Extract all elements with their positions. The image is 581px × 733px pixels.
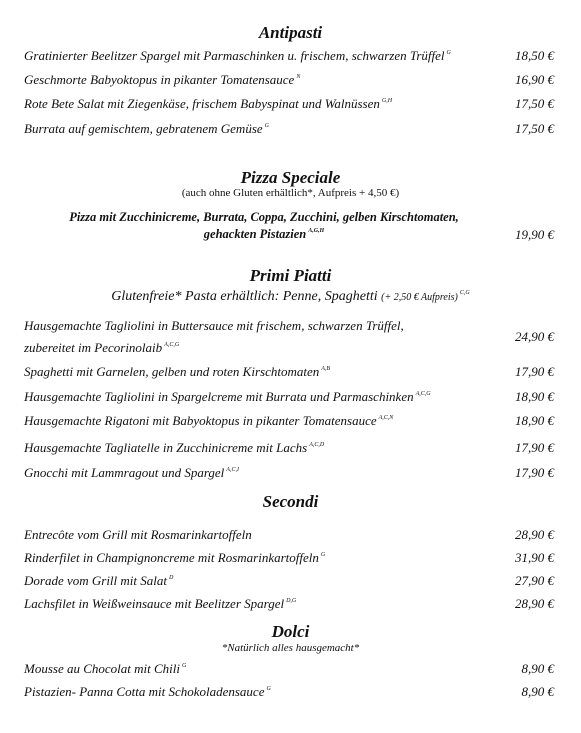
menu-item (24, 595, 554, 613)
pizza-line-2: gehackten Pistazien (203, 227, 307, 241)
allergen-codes: A,C,G (164, 342, 180, 348)
menu-item (24, 95, 554, 113)
item-name-line-1: Hausgemachte Tagliolini in Buttersauce mit frischem, schwarzen Trüffel, (24, 318, 404, 333)
menu-item (24, 388, 554, 406)
allergen-codes: A,C,G (415, 391, 431, 397)
menu-item (24, 363, 554, 381)
allergen-codes: G (446, 50, 451, 56)
menu-item (24, 439, 554, 457)
gluten-free-pasta-note (0, 288, 581, 306)
item-name: Dorade vom Grill mit Salat (24, 573, 167, 588)
item-price: 18,90 € (515, 389, 554, 404)
allergen-codes: C,G (459, 290, 470, 296)
menu-item (24, 412, 554, 430)
allergen-codes: A,C,I (226, 467, 239, 473)
item-price: 24,90 € (515, 329, 554, 344)
menu-item (24, 315, 554, 359)
item-price: 16,90 € (515, 72, 554, 87)
item-price: 17,50 € (515, 121, 554, 136)
allergen-codes: D,G (286, 598, 297, 604)
menu-item (24, 572, 554, 590)
item-price: 17,90 € (515, 440, 554, 455)
item-price: 19,90 € (515, 227, 554, 242)
item-name: Rinderfilet in Champignoncreme mit Rosmarinkartoffeln (24, 550, 319, 565)
section-title-antipasti: Antipasti (258, 23, 323, 42)
menu-item (24, 660, 554, 678)
item-price: 17,90 € (515, 465, 554, 480)
homemade-note: *Natürlich alles hausgemacht* (221, 642, 360, 654)
menu-item (24, 526, 554, 544)
section-title-pizza: Pizza Speciale (240, 168, 341, 187)
item-name: Lachsfilet in Weißweinsauce mit Beelitzer Spargel (24, 596, 285, 611)
menu-item (24, 683, 554, 701)
item-price: 8,90 € (521, 661, 554, 676)
allergen-codes: A,B (321, 366, 331, 372)
allergen-codes: G (320, 552, 326, 558)
gluten-note: (auch ohne Gluten erhältlich*, Aufpreis + 4,50 €) (181, 187, 400, 199)
item-price: 18,50 € (515, 48, 554, 63)
item-name: Rote Bete Salat mit Ziegenkäse, frischem Babyspinat und Walnüssen (24, 96, 380, 111)
allergen-codes: G,H (381, 98, 393, 104)
allergen-codes: A,C,D (309, 442, 325, 448)
pizza-description (24, 209, 504, 243)
item-name: Spaghetti mit Garnelen, gelben und roten Kirschtomaten (24, 364, 320, 379)
pizza-line-1: Pizza mit Zucchinicreme, Burrata, Coppa, Zucchini, gelben Kirschtomaten, (69, 210, 459, 224)
surcharge-note: (+ 2,50 € Aufpreis) (381, 292, 458, 303)
allergen-codes: D (169, 575, 174, 581)
item-price: 8,90 € (521, 684, 554, 699)
menu-item (24, 464, 554, 482)
section-title-dolci: Dolci (271, 622, 310, 641)
allergen-codes: G (264, 123, 269, 129)
allergen-codes: N (296, 74, 301, 80)
item-price: 28,90 € (515, 596, 554, 611)
item-name: Gnocchi mit Lammragout und Spargel (24, 465, 225, 480)
item-price: 17,50 € (515, 96, 554, 111)
gluten-free-pasta-text: Glutenfreie* Pasta erhältlich: Penne, Spaghetti (111, 289, 378, 304)
item-name: Hausgemachte Tagliolini in Spargelcreme mit Burrata und Parmaschinken (24, 389, 414, 404)
item-name: Burrata auf gemischtem, gebratenem Gemüse (24, 121, 263, 136)
allergen-codes: A,C,N (378, 415, 394, 421)
menu-item (24, 549, 554, 567)
item-name-line-2: zubereitet im Pecorinolaib (24, 340, 163, 355)
allergen-codes: G (266, 686, 271, 692)
item-price: 31,90 € (515, 550, 554, 565)
item-price: 18,90 € (515, 413, 554, 428)
section-title-primi: Primi Piatti (249, 266, 332, 285)
menu-item (24, 71, 554, 89)
item-price: 17,90 € (515, 364, 554, 379)
item-name: Pistazien- Panna Cotta mit Schokoladensauce (24, 684, 265, 699)
item-name: Mousse au Chocolat mit Chili (24, 661, 180, 676)
allergen-codes: A,G,H (308, 228, 325, 234)
menu-item (24, 120, 554, 138)
item-price: 27,90 € (515, 573, 554, 588)
item-name: Hausgemachte Tagliatelle in Zucchinicreme mit Lachs (24, 440, 308, 455)
item-name: Geschmorte Babyoktopus in pikanter Tomatensauce (24, 72, 295, 87)
section-title-secondi: Secondi (262, 492, 319, 511)
item-name: Gratinierter Beelitzer Spargel mit Parmaschinken u. frischem, schwarzen Trüffel (24, 48, 445, 63)
allergen-codes: G (182, 663, 187, 669)
item-name: Hausgemachte Rigatoni mit Babyoktopus in pikanter Tomatensauce (24, 413, 377, 428)
item-price: 28,90 € (515, 527, 554, 542)
menu-item (24, 47, 554, 65)
item-name: Entrecôte vom Grill mit Rosmarinkartoffeln (24, 527, 252, 542)
